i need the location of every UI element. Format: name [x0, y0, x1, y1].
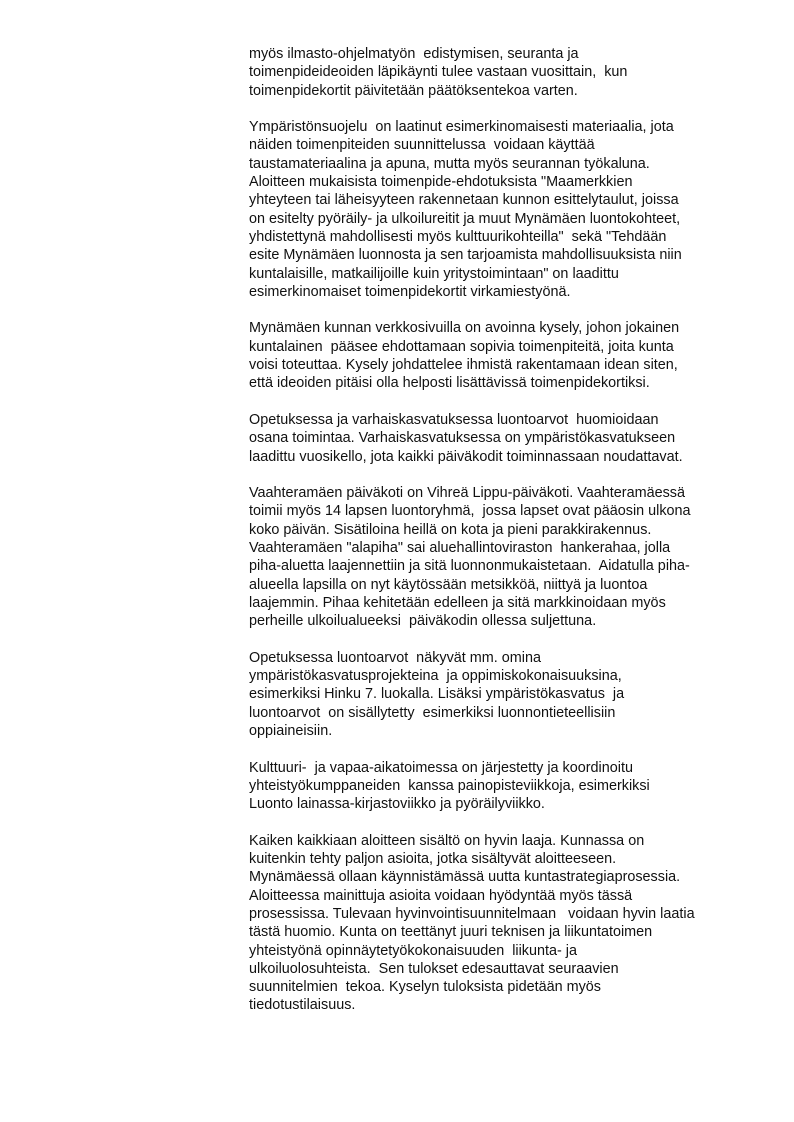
text-line: osana toimintaa. Varhaiskasvatuksessa on ympäristökasvatukseen [249, 430, 676, 447]
paragraph-climate-program-followup [249, 45, 769, 100]
text-line: että ideoiden pitäisi olla helposti lisättävissä toimenpidekortiksi. [249, 375, 650, 392]
text-line: piha-aluetta laajennettiin ja sitä luonnonmukaistetaan. Aidatulla piha- [249, 558, 690, 575]
text-line: Vaahteramäen "alapiha" sai aluehallintoviraston hankerahaa, jolla [249, 540, 671, 557]
text-line: Opetuksessa luontoarvot näkyvät mm. omina [249, 649, 541, 666]
text-line: suunnitelmien tekoa. Kyselyn tuloksista pidetään myös [249, 979, 601, 996]
text-line: luontoarvot on sisällytetty esimerkiksi luonnontieteellisiin [249, 704, 616, 721]
text-line: Mynämäen kunnan verkkosivuilla on avoinna kysely, johon jokainen [249, 320, 680, 337]
text-line: yhdistettynä mahdollisesti myös kulttuurikohteilla" sekä "Tehdään [249, 228, 667, 245]
text-line: kuntalaisille, matkailijoille kuin yritystoimintaan" on laadittu [249, 265, 619, 282]
text-line: ulkoiluolosuhteista. Sen tulokset edesauttavat seuraavien [249, 960, 619, 977]
text-line: voisi toteuttaa. Kysely johdattelee ihmistä rakentamaan idean siten, [249, 357, 678, 374]
text-line: oppiaineisiin. [249, 722, 333, 739]
paragraph-vaahteramaki-daycare [249, 484, 769, 630]
text-line: Kulttuuri- ja vapaa-aikatoimessa on järjestetty ja koordinoitu [249, 759, 633, 776]
text-line: näiden toimenpiteiden suunnittelussa voidaan käyttää [249, 137, 595, 154]
text-line: kuntalainen pääsee ehdottamaan sopivia toimenpiteitä, joita kunta [249, 338, 674, 355]
text-line: Luonto lainassa-kirjastoviikko ja pyöräilyviikko. [249, 796, 545, 813]
text-line: Ympäristönsuojelu on laatinut esimerkinomaisesti materiaalia, jota [249, 119, 674, 136]
text-line: Vaahteramäen päiväkoti on Vihreä Lippu-päiväkoti. Vaahteramäessä [249, 485, 685, 502]
text-line: tästä huomio. Kunta on teettänyt juuri teknisen ja liikuntatoimen [249, 924, 653, 941]
text-line: kuitenkin tehty paljon asioita, jotka sisältyvät aloitteeseen. [249, 851, 617, 868]
paragraph-conclusion [249, 832, 769, 1015]
text-line: yhteyteen tai läheisyyteen rakennetaan kunnon esittelytaulut, joissa [249, 192, 679, 209]
text-line: prosessissa. Tulevaan hyvinvointisuunnitelmaan voidaan hyvin laatia [249, 905, 695, 922]
paragraph-early-education [249, 411, 769, 466]
paragraph-municipal-survey [249, 319, 769, 392]
text-line: toimii myös 14 lapsen luontoryhmä, jossa lapset ovat pääosin ulkona [249, 503, 691, 520]
text-line: Opetuksessa ja varhaiskasvatuksessa luontoarvot huomioidaan [249, 411, 659, 428]
paragraph-teaching-nature-values [249, 649, 769, 740]
text-line: tiedotustilaisuus. [249, 997, 356, 1014]
text-line: esite Mynämäen luonnosta ja sen tarjoamista mahdollisuuksista niin [249, 247, 682, 264]
text-line: yhteistyökumppaneiden kanssa painopisteviikkoja, esimerkiksi [249, 777, 650, 794]
paragraph-environmental-protection-materials [249, 118, 769, 301]
text-line: Kaiken kaikkiaan aloitteen sisältö on hyvin laaja. Kunnassa on [249, 832, 645, 849]
document-page [249, 45, 769, 1033]
text-line: toimenpidekortit päivitetään päätöksentekoa varten. [249, 82, 578, 99]
text-line: perheille ulkoilualueeksi päiväkodin ollessa suljettuna. [249, 613, 597, 630]
text-line: toimenpideideoiden läpikäynti tulee vastaan vuosittain, kun [249, 64, 628, 81]
text-line: ympäristökasvatusprojekteina ja oppimiskokonaisuuksina, [249, 668, 622, 685]
text-line: taustamateriaalina ja apuna, mutta myös seurannan työkaluna. [249, 155, 650, 172]
text-line: esimerkiksi Hinku 7. luokalla. Lisäksi ympäristökasvatus ja [249, 686, 625, 703]
text-line: esimerkinomaiset toimenpidekortit virkamiestyönä. [249, 283, 571, 300]
text-line: yhteistyönä opinnäytetyökokonaisuuden liikunta- ja [249, 942, 577, 959]
text-line: Aloitteen mukaisista toimenpide-ehdotuksista "Maamerkkien [249, 174, 633, 191]
text-line: Aloitteessa mainittuja asioita voidaan hyödyntää myös tässä [249, 887, 633, 904]
text-line: koko päivän. Sisätiloina heillä on kota ja pieni parakkirakennus. [249, 521, 652, 538]
text-line: Mynämäessä ollaan käynnistämässä uutta kuntastrategiaprosessia. [249, 869, 681, 886]
paragraph-culture-leisure [249, 759, 769, 814]
text-line: laajemmin. Pihaa kehitetään edelleen ja sitä markkinoidaan myös [249, 594, 666, 611]
text-line: laadittu vuosikello, jota kaikki päiväkodit toiminnassaan noudattavat. [249, 448, 683, 465]
text-line: alueella lapsilla on nyt käytössään metsikköä, niittyä ja luontoa [249, 576, 648, 593]
text-line: myös ilmasto-ohjelmatyön edistymisen, seuranta ja [249, 46, 579, 62]
text-line: on esitelty pyöräily- ja ulkoilureitit ja muut Mynämäen luontokohteet, [249, 210, 681, 227]
